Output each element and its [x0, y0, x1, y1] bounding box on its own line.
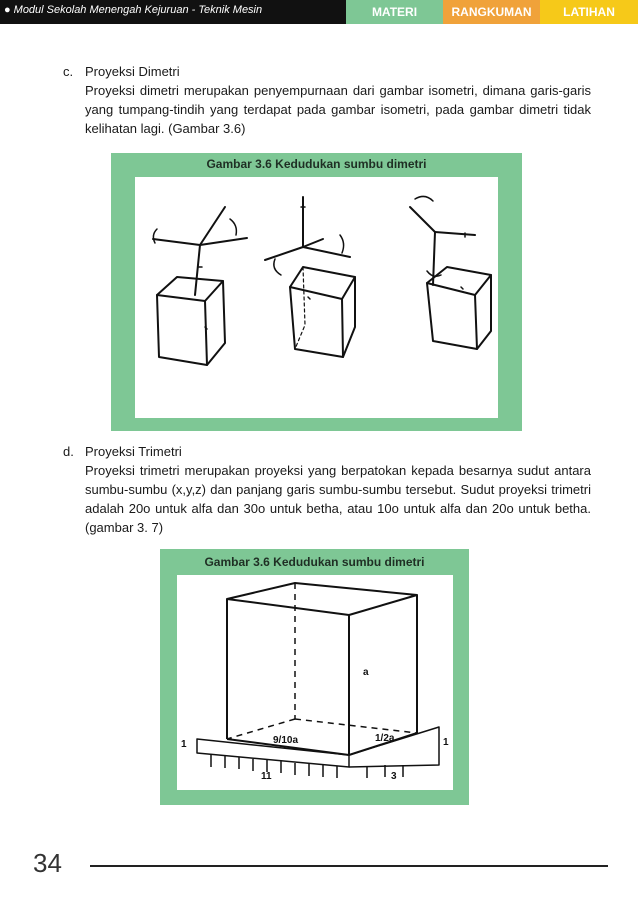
- bullet-icon: ●: [4, 4, 11, 16]
- hidden-edge: [295, 719, 417, 733]
- label-bottom-left: 11: [261, 771, 272, 782]
- section-trimetri: [63, 442, 591, 537]
- figure-image: [177, 575, 453, 790]
- axis-diagram-2: [265, 197, 350, 275]
- section-dimetri: [63, 62, 591, 138]
- axis-diagram-1: [153, 207, 247, 295]
- section-heading: Proyeksi Dimetri: [85, 64, 180, 79]
- label-right-ratio: 1: [443, 737, 449, 748]
- module-title: [4, 4, 262, 16]
- label-height: a: [363, 667, 369, 678]
- header-bar: [0, 0, 638, 24]
- tab-latihan[interactable]: LATIHAN: [540, 0, 638, 24]
- cube-top-face: [227, 583, 417, 615]
- tab-rangkuman[interactable]: RANGKUMAN: [443, 0, 540, 24]
- section-marker: d.: [63, 444, 74, 459]
- section-body: Proyeksi trimetri merupakan proyeksi yang berpatokan kepada besarnya sudut antara sumbu-sumbu (x,y,z) dan panjang garis sumbu-sumbu tersebut. Sudut proyeksi trimetri adalah 20o untuk alfa dan 30o untuk betha, atau 10o untuk alfa dan 20o untuk betha. (gambar 3. 7): [85, 463, 591, 535]
- tab-materi[interactable]: MATERI: [346, 0, 443, 24]
- figure-caption: Gambar 3.6 Kedudukan sumbu dimetri: [204, 555, 425, 569]
- label-left-ratio: 1: [181, 739, 187, 750]
- label-bottom-right: 3: [391, 771, 397, 782]
- cube-2: [290, 267, 355, 357]
- label-right-dim: 1/2a: [375, 733, 395, 744]
- module-title-text: Modul Sekolah Menengah Kejuruan - Teknik Mesin: [13, 4, 263, 16]
- cube-1: [157, 277, 225, 365]
- dimetri-drawings: [135, 177, 498, 418]
- figure-image: [135, 177, 498, 418]
- page-number: 34: [33, 848, 62, 878]
- figure-trimetri: [160, 549, 469, 805]
- figure-dimetri: [111, 153, 522, 431]
- section-heading: Proyeksi Trimetri: [85, 444, 182, 459]
- footer-divider: [90, 865, 608, 867]
- cube-3: [427, 267, 491, 349]
- section-body: Proyeksi dimetri merupakan penyempurnaan dari gambar isometri, dimana garis-garis yang tumpang-tindih yang terdapat pada gambar isometri, pada gambar dimetri tidak kelihatan lagi. (Gambar 3.6): [85, 83, 591, 136]
- figure-caption: Gambar 3.6 Kedudukan sumbu dimetri: [206, 157, 427, 171]
- trimetri-drawing: [177, 575, 453, 790]
- section-marker: c.: [63, 64, 74, 79]
- label-left-dim: 9/10a: [273, 735, 299, 746]
